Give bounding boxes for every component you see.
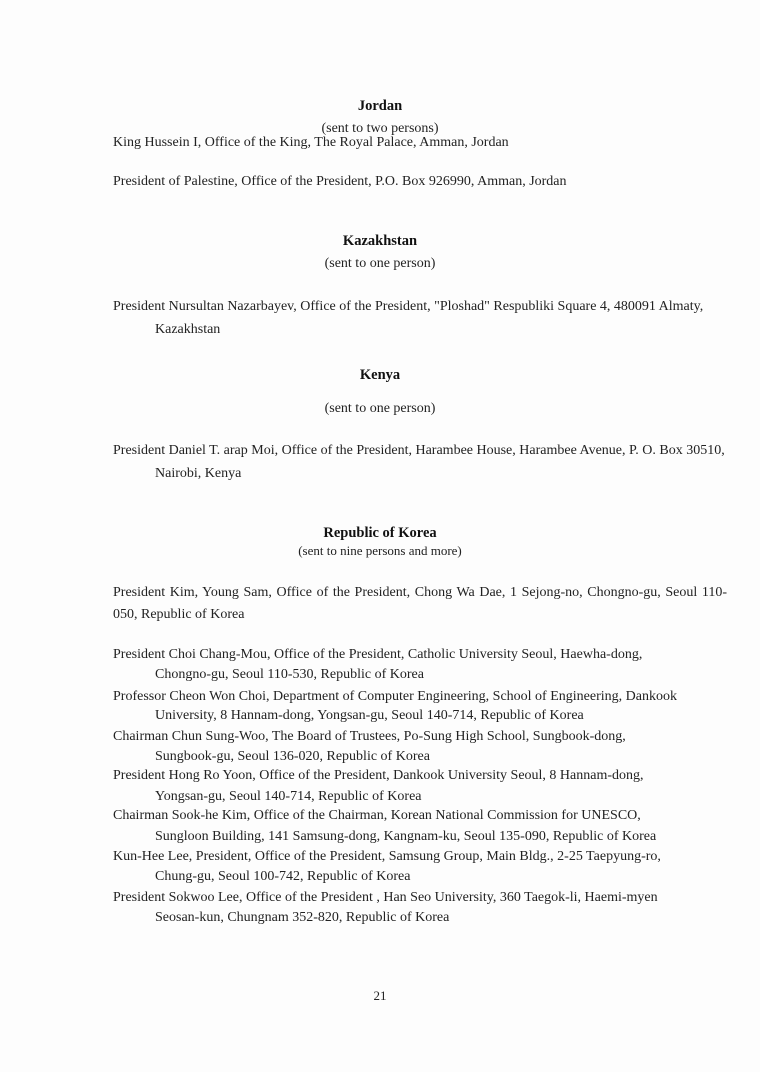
section-heading-jordan: Jordan — [357, 98, 403, 114]
address-entry-continuation: Chongno-gu, Seoul 110-530, Republic of Korea — [155, 667, 424, 682]
address-entry: President of Palestine, Office of the President, P.O. Box 926990, Amman, Jordan — [113, 174, 567, 189]
address-entry: President Kim, Young Sam, Office of the President, Chong Wa Dae, 1 Sejong-no, Chongno-gu, Seoul 110- — [113, 585, 727, 600]
address-entry-continuation: Chung-gu, Seoul 100-742, Republic of Korea — [155, 869, 411, 884]
page-number: 21 — [373, 988, 387, 1003]
address-entry: Kun-Hee Lee, President, Office of the President, Samsung Group, Main Bldg., 2-25 Taepyung-ro, — [113, 849, 661, 864]
section-heading-kenya: Kenya — [359, 367, 401, 383]
section-note-kenya: (sent to one person) — [324, 401, 436, 416]
address-entry: Chairman Sook-he Kim, Office of the Chairman, Korean National Commission for UNESCO, — [113, 808, 641, 823]
address-entry-continuation: Kazakhstan — [155, 322, 221, 337]
address-entry-continuation: University, 8 Hannam-dong, Yongsan-gu, Seoul 140-714, Republic of Korea — [155, 708, 584, 723]
address-entry-continuation: Nairobi, Kenya — [155, 466, 242, 481]
section-heading-kazakhstan: Kazakhstan — [342, 233, 418, 249]
address-entry-continuation: Seosan-kun, Chungnam 352-820, Republic of Korea — [155, 910, 450, 925]
address-entry: President Choi Chang-Mou, Office of the President, Catholic University Seoul, Haewha-dong, — [113, 647, 643, 662]
section-heading-korea: Republic of Korea — [323, 525, 437, 541]
address-entry: King Hussein I, Office of the King, The Royal Palace, Amman, Jordan — [113, 135, 509, 150]
address-entry: President Hong Ro Yoon, Office of the President, Dankook University Seoul, 8 Hannam-dong, — [113, 768, 644, 783]
address-entry-continuation: Sungbook-gu, Seoul 136-020, Republic of Korea — [155, 749, 430, 764]
address-entry-continuation: Yongsan-gu, Seoul 140-714, Republic of Korea — [155, 789, 422, 804]
section-note-korea: (sent to nine persons and more) — [298, 543, 462, 558]
address-entry: President Nursultan Nazarbayev, Office of the President, "Ploshad" Respubliki Square 4, 480091 Almaty, — [113, 299, 704, 314]
address-entry: President Daniel T. arap Moi, Office of the President, Harambee House, Harambee Avenue, P. O. Box 30510, — [113, 443, 725, 458]
address-entry-continuation: 050, Republic of Korea — [113, 607, 245, 622]
section-note-jordan: (sent to two persons) — [321, 121, 439, 136]
section-note-kazakhstan: (sent to one person) — [324, 256, 436, 271]
address-entry: Chairman Chun Sung-Woo, The Board of Trustees, Po-Sung High School, Sungbook-dong, — [113, 729, 626, 744]
address-entry: President Sokwoo Lee, Office of the President , Han Seo University, 360 Taegok-li, Haemi-myen — [113, 890, 658, 905]
address-entry-continuation: Sungloon Building, 141 Samsung-dong, Kangnam-ku, Seoul 135-090, Republic of Korea — [155, 829, 657, 844]
address-entry: Professor Cheon Won Choi, Department of Computer Engineering, School of Engineering, Dankook — [113, 689, 677, 704]
